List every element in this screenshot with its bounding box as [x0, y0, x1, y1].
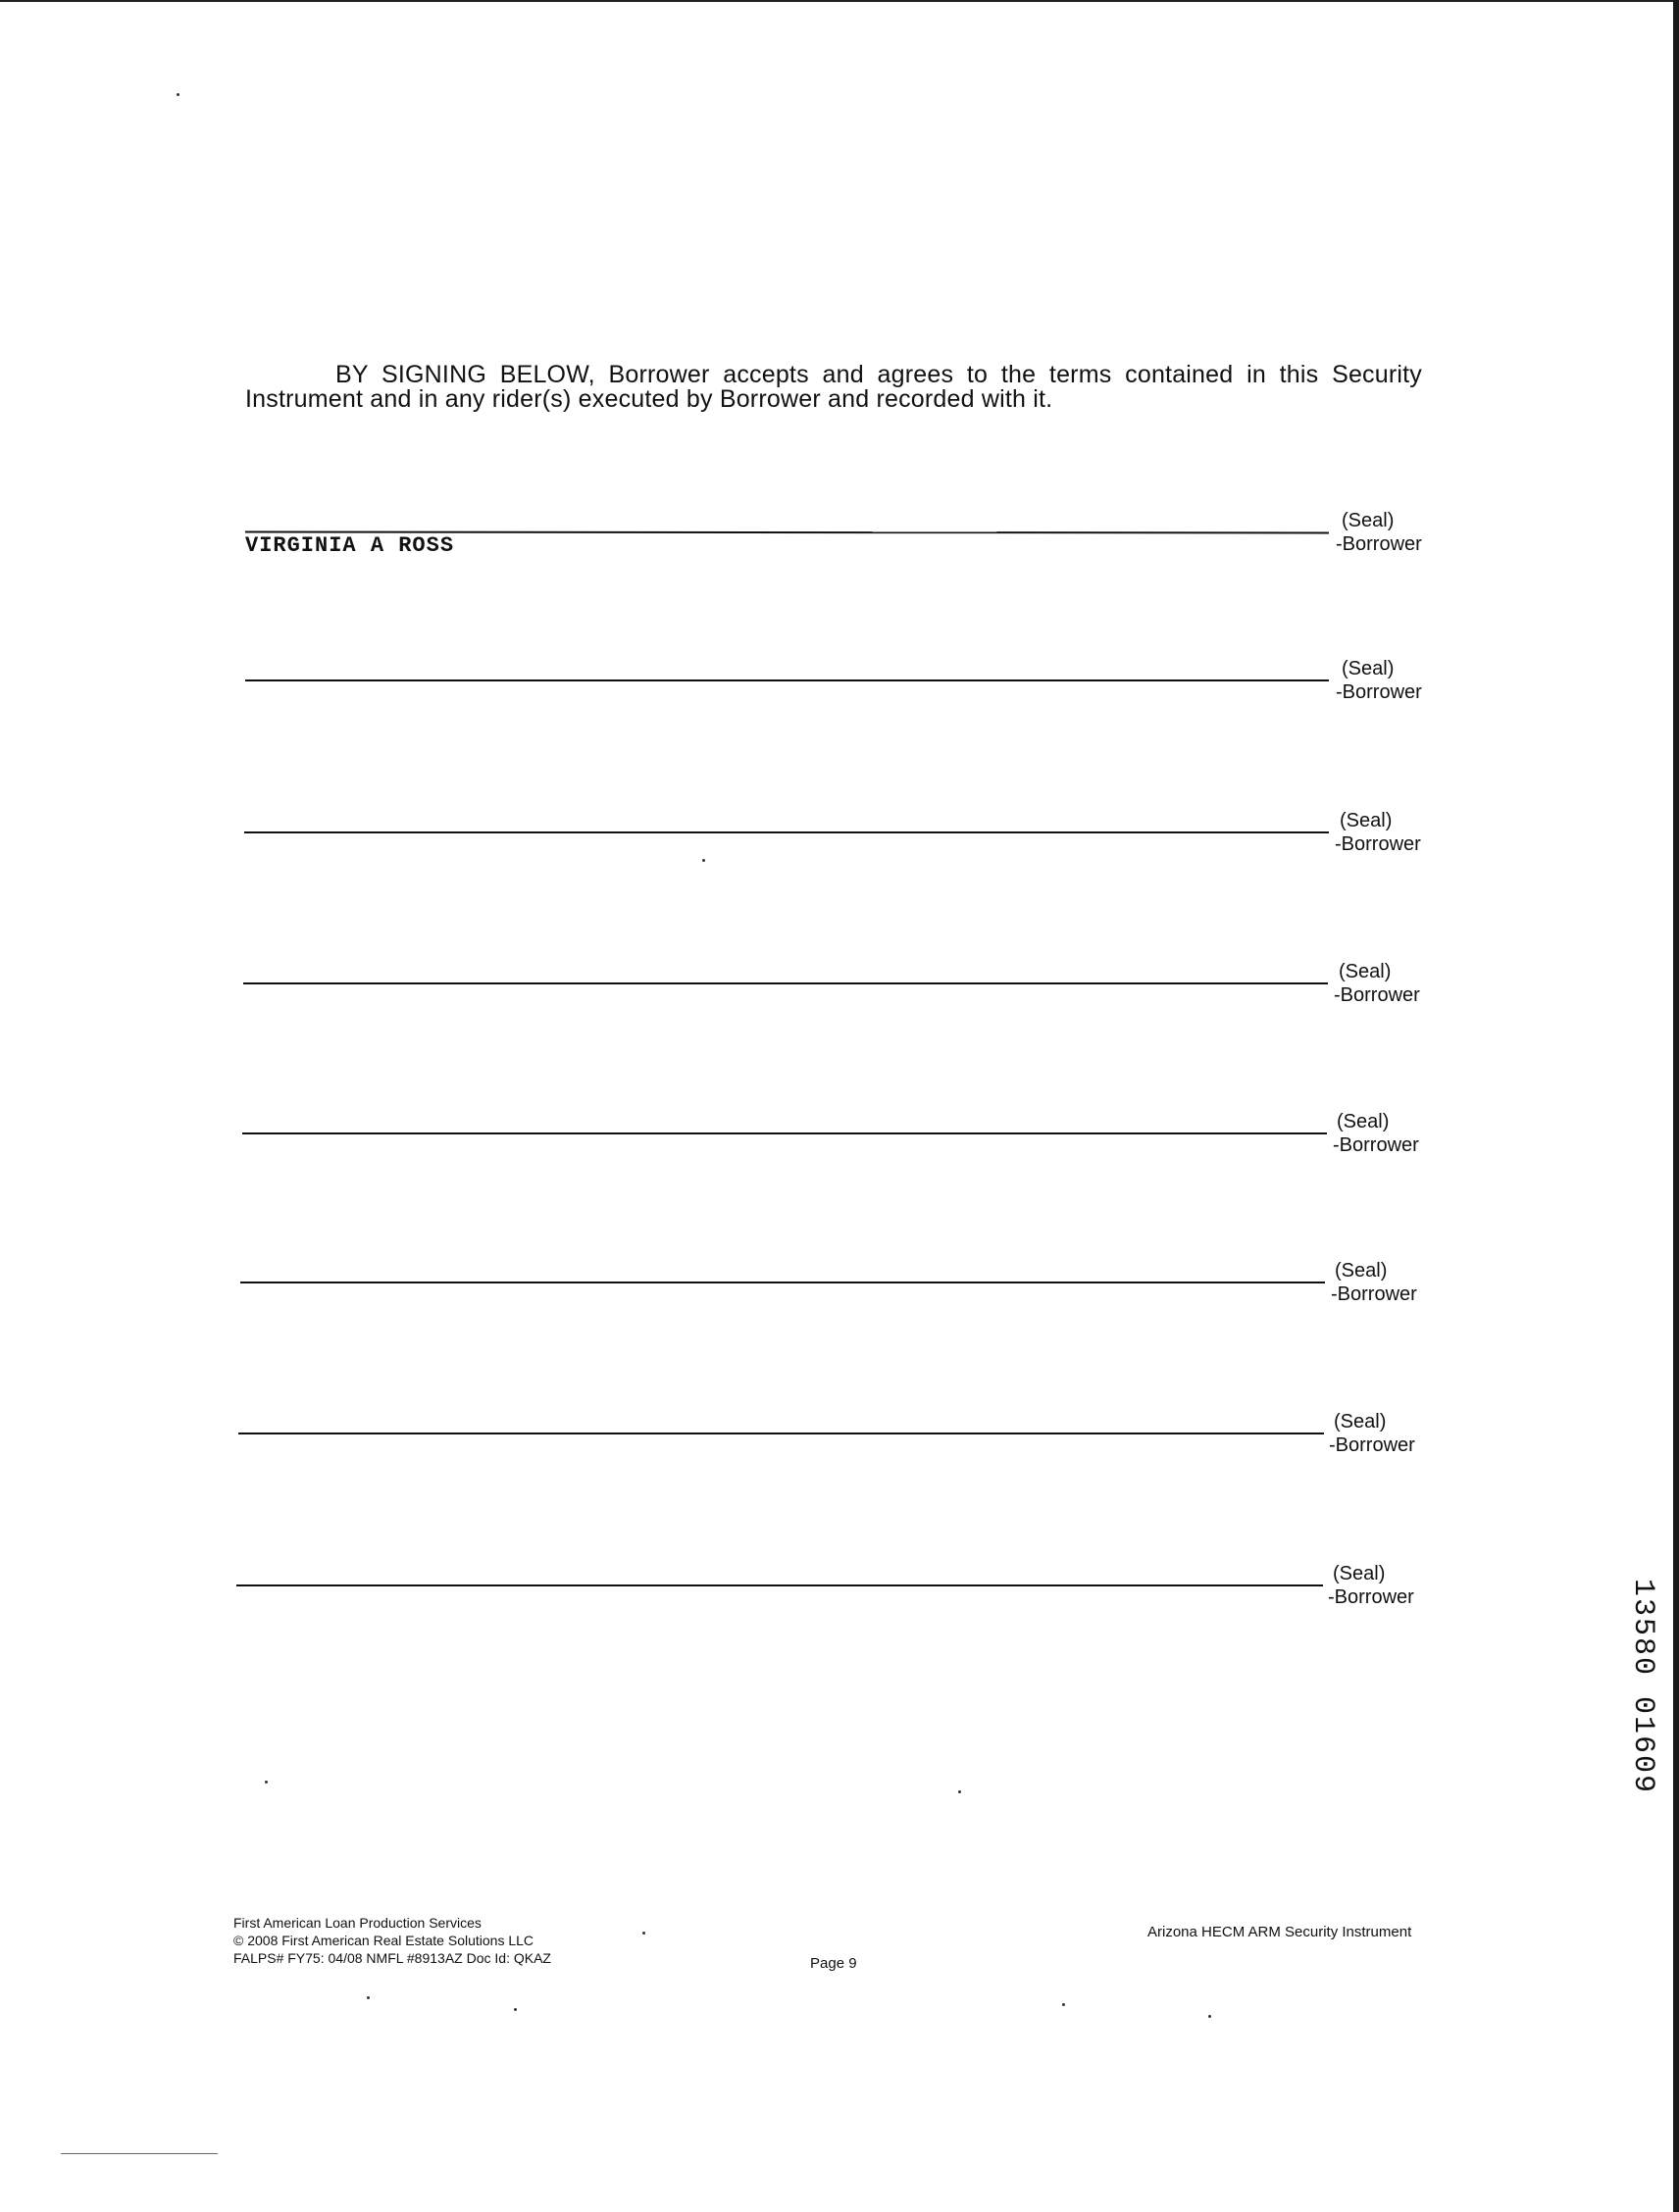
borrower-label: -Borrower: [1333, 1134, 1419, 1156]
signer-name: VIRGINIA A ROSS: [245, 533, 455, 558]
signature-block-4: [243, 961, 1440, 1020]
signature-block-8: [236, 1563, 1433, 1622]
signature-line[interactable]: [245, 679, 1329, 681]
scan-edge: [1673, 0, 1679, 2212]
seal-label: (Seal): [1334, 1411, 1387, 1433]
scan-speck: [177, 93, 179, 96]
signature-block-7: [238, 1411, 1435, 1470]
footer-company: First American Loan Production Services: [233, 1915, 482, 1931]
seal-label: (Seal): [1335, 1260, 1388, 1282]
scan-speck: [1062, 2003, 1065, 2006]
borrower-label: -Borrower: [1328, 1586, 1414, 1608]
scan-speck: [958, 1790, 961, 1793]
recording-stamp-number: 13580 01609: [1626, 1579, 1659, 1795]
signature-line[interactable]: [238, 1433, 1324, 1434]
signature-line[interactable]: [244, 831, 1329, 833]
footer-form-info: [233, 1914, 551, 1967]
signature-line[interactable]: [240, 1282, 1325, 1283]
borrower-label: -Borrower: [1331, 1283, 1417, 1305]
signature-line[interactable]: [243, 982, 1328, 984]
scan-edge-mark: [61, 2153, 218, 2154]
footer-copyright: © 2008 First American Real Estate Solutions LLC: [233, 1933, 534, 1948]
scan-speck: [514, 2008, 517, 2011]
borrower-label: -Borrower: [1336, 681, 1422, 703]
borrower-label: -Borrower: [1335, 833, 1421, 855]
seal-label: (Seal): [1337, 1111, 1390, 1132]
borrower-label: -Borrower: [1329, 1434, 1415, 1456]
signature-line[interactable]: [236, 1584, 1323, 1586]
signing-statement-body: Borrower accepts and agrees to the terms contained in this Security Instrument and in any rider(s) executed by Borrower and recorded with it.: [245, 361, 1422, 413]
signing-statement: [245, 363, 1422, 412]
signature-line[interactable]: [242, 1132, 1327, 1134]
seal-label: (Seal): [1339, 961, 1392, 982]
footer-form-title: Arizona HECM ARM Security Instrument: [1147, 1924, 1412, 1940]
scan-speck: [642, 1932, 645, 1935]
signature-block-2: [245, 658, 1442, 717]
scan-speck: [1208, 2015, 1211, 2018]
seal-label: (Seal): [1342, 658, 1395, 679]
footer-form-id: FALPS# FY75: 04/08 NMFL #8913AZ Doc Id: QKAZ: [233, 1950, 551, 1966]
borrower-label: -Borrower: [1336, 533, 1422, 555]
recording-stamp: [1626, 1579, 1659, 1843]
signature-block-6: [240, 1260, 1437, 1319]
signature-block-1: [245, 510, 1442, 569]
page-number: Page 9: [810, 1955, 857, 1972]
seal-label: (Seal): [1340, 810, 1393, 831]
signature-block-5: [242, 1111, 1439, 1170]
signing-statement-lead: BY SIGNING BELOW,: [335, 361, 595, 388]
page-top-rule: [0, 0, 1679, 2]
scan-speck: [702, 859, 705, 862]
scan-speck: [367, 1996, 370, 1999]
seal-label: (Seal): [1342, 510, 1395, 531]
signature-block-3: [244, 810, 1441, 869]
seal-label: (Seal): [1333, 1563, 1386, 1584]
scan-speck: [265, 1781, 268, 1784]
borrower-label: -Borrower: [1334, 984, 1420, 1006]
